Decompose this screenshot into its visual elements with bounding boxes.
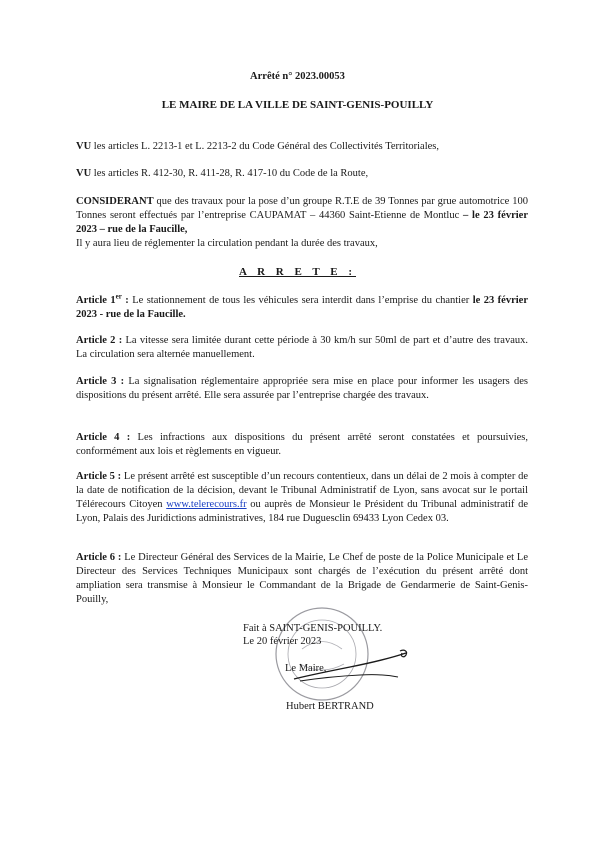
article-3 xyxy=(76,375,528,403)
article-text-continued: ou auprès de Monsieur le Président du Tribunal administratif de Lyon, Palais des Juridictions administratives, 184 rue Duguesclin 69433 Lyon Cedex 03. xyxy=(76,499,528,524)
arrete-heading: A R R E T E : xyxy=(238,266,356,278)
article-4 xyxy=(76,431,528,459)
vu-text: les articles R. 412-30, R. 411-28, R. 417-10 du Code de la Route, xyxy=(91,168,369,179)
article-label: Article 2 : xyxy=(76,335,123,346)
signature-place: Fait à SAINT-GENIS-POUILLY. xyxy=(243,623,383,634)
signature-role: Le Maire, xyxy=(285,663,327,674)
article-text: Le présent arrêté est susceptible d’un recours contentieux, dans un délai de 2 mois à compter de la date de notification de la décision, devant le Tribunal Administratif de Lyon, sans avocat sur le portail Télérecours Citoyen xyxy=(76,471,528,510)
vu-label: VU xyxy=(76,168,92,179)
considerant-tail: Il y aura lieu de réglementer la circulation pendant la durée des travaux, xyxy=(76,238,378,249)
article-label: Article 5 : xyxy=(76,471,122,482)
vu-label: VU xyxy=(76,141,92,152)
article-label: Article 1er : xyxy=(76,292,133,306)
considerant-date: – le 23 février 2023 – rue de la Faucille, xyxy=(76,210,528,235)
vu-paragraph-1 xyxy=(76,140,528,154)
mayor-title: LE MAIRE DE LA VILLE DE SAINT-GENIS-POUILLY xyxy=(161,99,434,111)
article-text: Les infractions aux dispositions du présent arrêté seront constatées et poursuivies, conformément aux lois et règlements en vigueur. xyxy=(76,432,528,457)
article-6 xyxy=(76,551,528,607)
article-text: Le stationnement de tous les véhicules sera interdit dans l’emprise du chantier xyxy=(132,295,473,306)
considerant-label: CONSIDERANT xyxy=(76,196,154,207)
article-bold-text: le 23 février 2023 - rue de la Faucille. xyxy=(76,295,528,320)
article-label: Article 4 : xyxy=(76,432,131,443)
handwritten-signature xyxy=(290,645,410,690)
vu-paragraph-2 xyxy=(76,167,528,181)
considerant-paragraph xyxy=(76,195,528,251)
signature-date: Le 20 février 2023 xyxy=(243,636,322,647)
article-label: Article 3 : xyxy=(76,376,125,387)
vu-text: les articles L. 2213-1 et L. 2213-2 du Code Général des Collectivités Territoriales, xyxy=(91,141,439,152)
mayor-name: Hubert BERTRAND xyxy=(286,701,374,712)
article-2 xyxy=(76,334,528,362)
article-5 xyxy=(76,470,528,526)
article-1 xyxy=(76,294,528,322)
article-text: La vitesse sera limitée durant cette période à 30 km/h sur 50ml de part et d’autre des travaux. La circulation sera alternée manuellement. xyxy=(76,335,528,360)
arrete-number: Arrêté n° 2023.00053 xyxy=(250,71,345,82)
article-label: Article 6 : xyxy=(76,552,122,563)
article-text: Le Directeur Général des Services de la Mairie, Le Chef de poste de la Police Municipale et Le Directeur des Services Techniques Municipaux sont chargés de l’exécution du présent arrêté dont ampliation sera transmise à Monsieur le Commandant de la Brigade de Gendarmerie de Saint-Genis-Pouilly, xyxy=(76,552,528,605)
article-text: La signalisation réglementaire appropriée sera mise en place pour informer les usagers des dispositions du présent arrêté. Elle sera assurée par l’entreprise chargée des travaux. xyxy=(76,376,528,401)
telerecours-link[interactable]: www.telerecours.fr xyxy=(166,499,247,510)
considerant-text: que des travaux pour la pose d’un groupe R.T.E de 39 Tonnes par grue automotrice 100 Tonnes seront effectués par l’entreprise CAUPAMAT – 44360 Saint-Etienne de Montluc xyxy=(76,196,528,221)
